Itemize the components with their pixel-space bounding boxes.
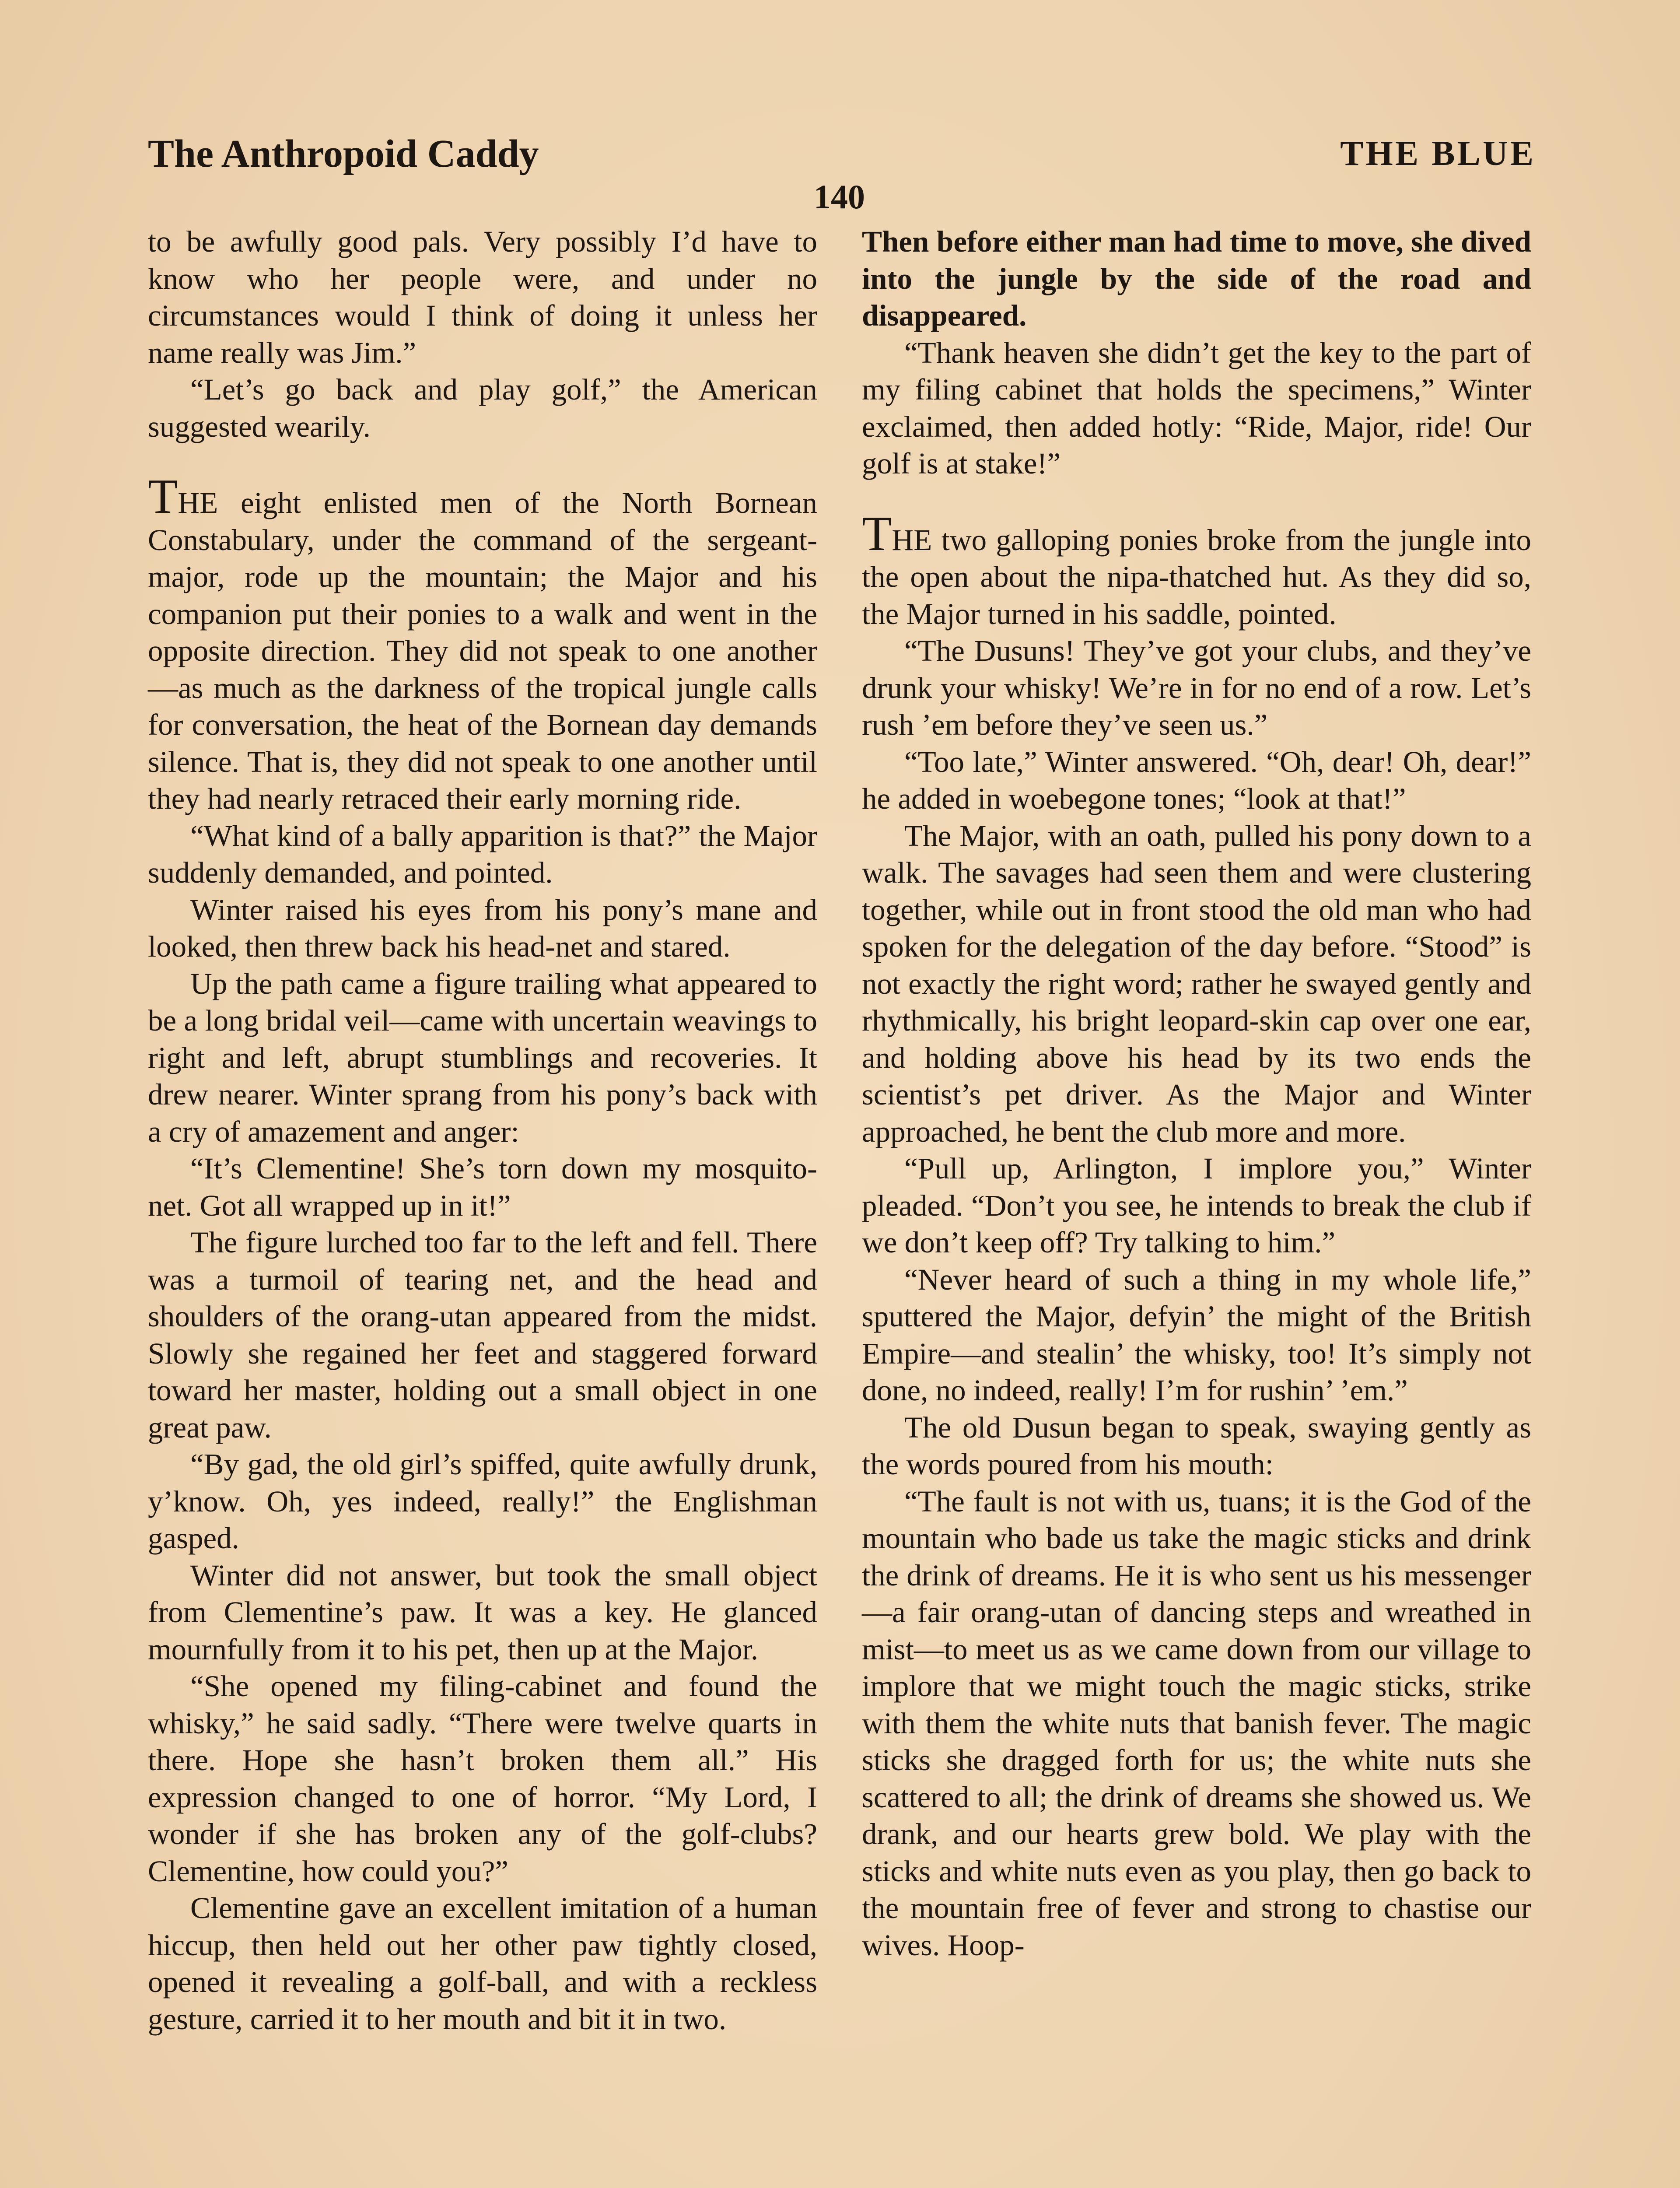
paragraph: The figure lurched too far to the left and fell. There was a turmoil of tearing net, and the head and shoulders of the orang-utan appeared from the midst. Slowly she regained her feet and staggered forward toward her master, holding out a small object in one great paw. xyxy=(148,1226,817,1444)
story-title: The Anthropoid Caddy xyxy=(148,132,539,175)
drop-cap: T xyxy=(148,470,178,524)
paragraph: Winter raised his eyes from his pony’s mane and looked, then threw back his head-net and stared. xyxy=(148,893,817,963)
paragraph: Winter did not answer, but took the small object from Clementine’s paw. It was a key. He glanced mournfully from it to his pet, then up at the Major. xyxy=(148,1558,817,1666)
right-column xyxy=(862,223,1531,1964)
paragraph: “Thank heaven she didn’t get the key to the part of my filing cabinet that holds the specimens,” Winter exclaimed, then added hotly: “Ride, Major, ride! Our golf is at stake!” xyxy=(862,336,1531,480)
paragraph-text: HE two galloping ponies broke from the jungle into the open about the nipa-thatched hut. As they did so, the Major turned in his saddle, pointed. xyxy=(862,523,1531,631)
paragraph: to be awfully good pals. Very possibly I’d have to know who her people were, and under no circumstances would I think of doing it unless her name really was Jim.” xyxy=(148,225,817,369)
paragraph: “Pull up, Arlington, I implore you,” Winter pleaded. “Don’t you see, he intends to break the club if we don’t keep off? Try talking to him.” xyxy=(862,1152,1531,1259)
paragraph: Up the path came a figure trailing what appeared to be a long bridal veil—came with uncertain weavings to right and left, abrupt stumblings and recoveries. It drew nearer. Winter sprang from his pony’s back with a cry of amazement and anger: xyxy=(148,967,817,1148)
paragraph-text: HE eight enlisted men of the North Bornean Constabulary, under the command of the sergeant-major, rode up the mountain; the Major and his companion put their ponies to a walk and went in the opposite direction. They did not speak to one another—as much as the darkness of the tropical jungle calls for conversation, the heat of the Bornean day demands silence. That is, they did not speak to one another until they had nearly retraced their early morning ride. xyxy=(148,486,817,815)
paragraph: “The fault is not with us, tuans; it is the God of the mountain who bade us take the magic sticks and drink the drink of dreams. He it is who sent us his messenger—a fair orang-utan of dancing steps and wreathed in mist—to meet us as we came down from our village to implore that we might touch the magic sticks, strike with them the white nuts that banish fever. The magic sticks she dragged forth for us; the white nuts she scattered to all; the drink of dreams she showed us. We drank, and our hearts grew bold. We play with the sticks and white nuts even as you play, then go back to the mountain free of fever and strong to chastise our wives. Hoop- xyxy=(862,1484,1531,1962)
paragraph: The old Dusun began to speak, swaying gently as the words poured from his mouth: xyxy=(862,1410,1531,1481)
paragraph: Clementine gave an excellent imitation of a human hiccup, then held out her other paw tightly closed, opened it revealing a golf-ball, and with a reckless gesture, carried it to her mouth and bit it in two. xyxy=(148,1891,817,2036)
paragraph: “The Dusuns! They’ve got your clubs, and they’ve drunk your whisky! We’re in for no end of a row. Let’s rush ’em before they’ve seen us.” xyxy=(862,634,1531,741)
paragraph: Then before either man had time to move, she dived into the jungle by the side of the road and disappeared. xyxy=(862,225,1531,332)
page-number: 140 xyxy=(814,178,865,216)
section-opening-paragraph xyxy=(862,506,1531,633)
section-opening-paragraph xyxy=(148,470,817,817)
paragraph: “It’s Clementine! She’s torn down my mosquito-net. Got all wrapped up in it!” xyxy=(148,1152,817,1222)
paragraph: “Too late,” Winter answered. “Oh, dear! Oh, dear!” he added in woebegone tones; “look at that!” xyxy=(862,745,1531,815)
paragraph: “By gad, the old girl’s spiffed, quite awfully drunk, y’know. Oh, yes indeed, really!” the Englishman gasped. xyxy=(148,1448,817,1555)
paragraph: The Major, with an oath, pulled his pony down to a walk. The savages had seen them and were clustering together, while out in front stood the old man who had spoken for the delegation of the day before. “Stood” is not exactly the right word; rather he swayed gently and rhythmically, his bright leopard-skin cap over one ear, and holding above his head by its two ends the scientist’s pet driver. As the Major and Winter approached, he bent the club more and more. xyxy=(862,819,1531,1148)
paragraph: “Let’s go back and play golf,” the American suggested wearily. xyxy=(148,373,817,443)
left-column xyxy=(148,223,817,2037)
drop-cap: T xyxy=(862,506,892,561)
paragraph: “She opened my filing-cabinet and found the whisky,” he said sadly. “There were twelve quarts in there. Hope she hasn’t broken them all.” His expression changed to one of horror. “My Lord, I wonder if she has broken any of the golf-clubs? Clementine, how could you?” xyxy=(148,1669,817,1888)
paragraph: “What kind of a bally apparition is that?” the Major suddenly demanded, and pointed. xyxy=(148,819,817,889)
magazine-name: THE BLUE xyxy=(1340,134,1536,173)
paragraph: “Never heard of such a thing in my whole life,” sputtered the Major, defyin’ the might of the British Empire—and stealin’ the whisky, too! It’s simply not done, no indeed, really! I’m for rushin’ ’em.” xyxy=(862,1262,1531,1407)
